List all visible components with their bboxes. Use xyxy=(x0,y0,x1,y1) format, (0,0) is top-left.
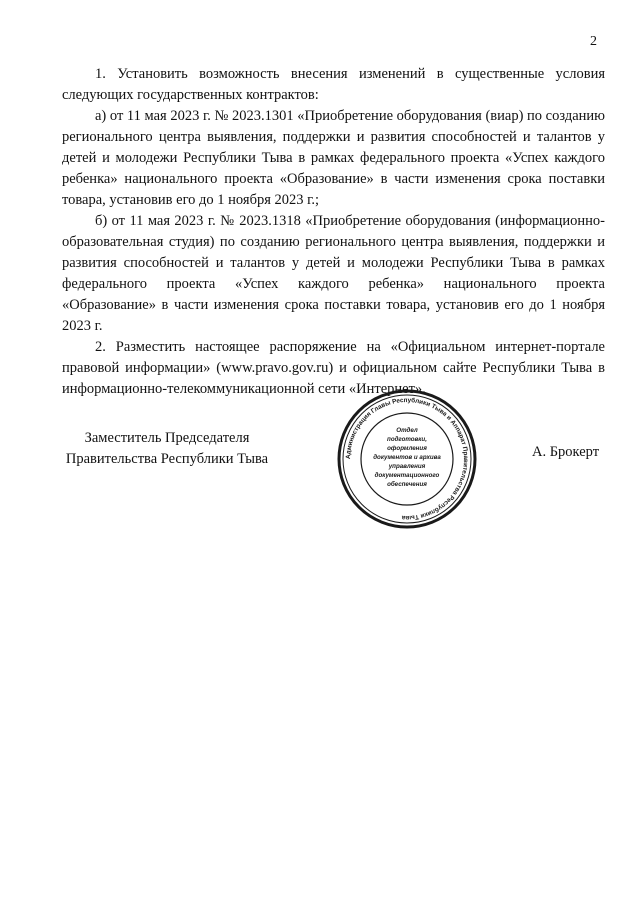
seal-center-line: обеспечения xyxy=(387,481,427,488)
seal-center-line: оформления xyxy=(387,445,427,452)
seal-center-line: подготовки, xyxy=(387,436,427,443)
official-seal-stamp xyxy=(336,388,478,530)
paragraph-item-1: 1. Установить возможность внесения изменений в существенные условия следующих государственных контрактов: xyxy=(62,66,605,103)
seal-center-line: Отдел xyxy=(396,427,418,434)
signature-position xyxy=(62,428,272,470)
paragraph-item-2: 2. Разместить настоящее распоряжение на «Официальном интернет-портале правовой информации» (www.pravo.gov.ru) и официальном сайте Республики Тыва в информационно-телекоммуникационной сети «Интернет». xyxy=(62,339,605,397)
seal-ring-text: Администрация Главы Республики Тыва и Аппарат Правительства Республики Тыва xyxy=(344,396,470,522)
page-number: 2 xyxy=(590,34,597,49)
paragraph-subitem-a: а) от 11 мая 2023 г. № 2023.1301 «Приобретение оборудования (виар) по созданию регионального центра выявления, поддержки и развития способностей и талантов у детей и молодежи Республики Тыва в рамках федерального проекта «Успех каждого ребенка» национального проекта «Образование» в части изменения срока поставки товара, установив его до 1 ноября 2023 г.; xyxy=(62,108,605,208)
seal-graphic xyxy=(336,388,478,530)
seal-center-line: документационного xyxy=(374,472,440,479)
signer-name: А. Брокерт xyxy=(532,444,600,460)
seal-center-line: документов и архива xyxy=(373,454,441,461)
signature-position-line1: Заместитель Председателя xyxy=(84,430,250,446)
signature-position-line2: Правительства Республики Тыва xyxy=(65,451,269,467)
seal-center-line: управления xyxy=(388,463,426,470)
document-body xyxy=(62,64,605,400)
paragraph-subitem-b: б) от 11 мая 2023 г. № 2023.1318 «Приобретение оборудования (информационно-образовательная студия) по созданию регионального центра выявления, поддержки и развития способностей и талантов у детей и молодежи Республики Тыва в рамках федерального проекта «Успех каждого ребенка» национального проекта «Образование» в части изменения срока поставки товара, установив его до 1 ноября 2023 г. xyxy=(62,213,605,334)
